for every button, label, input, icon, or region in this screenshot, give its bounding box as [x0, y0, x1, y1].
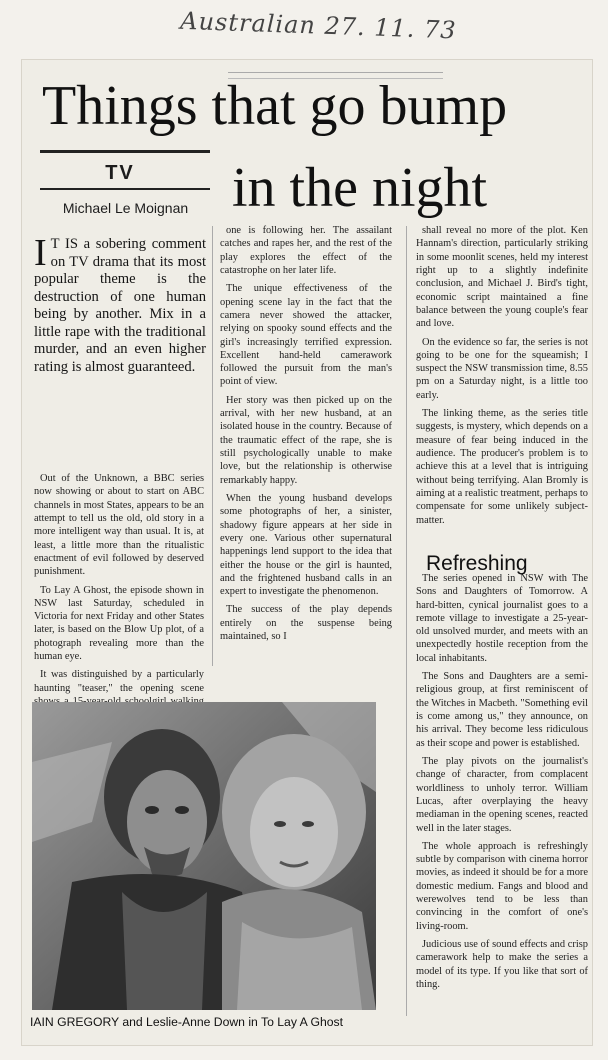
- paragraph: The series opened in NSW with The Sons and Daughters of Tomorrow. A hard-bitten, cynical journalist goes to a remote village to investigate a 25-year-old unsolved murder, and meets with an unexpectedly hostile reception from the local inhabitants.: [416, 572, 588, 664]
- paragraph: The whole approach is refreshingly subtle by comparison with cinema horror movies, as indeed it should be for a more domestic medium. Fangs and blood and werewolves tend to be less than convincing in the comfort of one's living-room.: [416, 840, 588, 932]
- lede-paragraph: [34, 232, 206, 462]
- paragraph: Her story was then picked up on the arrival, with her new husband, at an isolated house in the country. Because of the traumatic effect of the rape, she is still psychologically unable to make love, but the relationship is otherwise remarkably happy.: [220, 394, 392, 486]
- article-column-1: [34, 472, 204, 694]
- rule-mid: [40, 188, 210, 190]
- lede-text: T IS a sobering comment on TV drama that its most popular theme is the destruction of one human being by another. Mix in a little rape with the traditional murder, and an even higher rating is almost guaranteed.: [34, 236, 206, 375]
- paragraph: It was distinguished by a particularly haunting "teaser," the opening scene: [34, 669, 204, 694]
- headline-line-1: Things that go bump: [42, 75, 508, 137]
- article-photograph: [32, 702, 376, 1010]
- paragraph: one is following her. The assailant catches and rapes her, and the rest of the play explores the effect of the catastrophe on her later life.: [220, 225, 392, 276]
- column-divider-1: [212, 226, 213, 666]
- paragraph: shall reveal no more of the plot. Ken Hannam's direction, particularly striking in some moonlit scenes, held my interest right up to a slightly indefinite conclusion, and Michael J. Bird's tight, economic script maintained a fine balance between the young couple's fear and love.: [416, 225, 588, 330]
- headline-line-2: in the night: [232, 157, 488, 219]
- article-column-2: [220, 224, 392, 664]
- paragraph: Judicious use of sound effects and crisp camerawork help to make the series a model of its type. If you like that sort of thing.: [416, 939, 588, 990]
- paragraph: Out of the Unknown, a BBC series now showing or about to start on ABC channels in most States, appears to be an attempt to tell us the old, old story in a more intelligent way than usual. It is, at least, a little more than the ritualistic enactment of evil followed by deserved punishment.: [34, 473, 204, 578]
- paragraph: The linking theme, as the series title suggests, is mystery, which depends on a measure of fear being induced in the audience. The producer's problem is to achieve this at a level that is intriguing without being terrifying. Alan Bromly is aiming at a realistic treatment, perhaps to compensate for some unlikely subject-matter.: [416, 408, 588, 526]
- paragraph: On the evidence so far, the series is not going to be one for the squeamish; I suspect the NSW transmission time, 8.55 pm on a Saturday night, is a little too early.: [416, 336, 588, 401]
- paragraph: The Sons and Daughters are a semi-religious group, at first reminiscent of the Witches in Macbeth. "Something evil is come among us," they announce, on his arrival. They become less ridiculous as their scope and power is established.: [416, 671, 588, 749]
- section-label: TV: [105, 162, 135, 184]
- column-divider-2: [406, 226, 407, 1016]
- paragraph: The unique effectiveness of the opening scene lay in the fact that the camera never showed the attacker, relying on spooky sound effects and the girl's increasingly terrified expression. Excellent hand-held camerawork followed the pursuit from the man's point of view.: [220, 283, 392, 388]
- byline: Michael Le Moignan: [62, 200, 189, 216]
- article-column-3: [416, 224, 588, 1010]
- drop-cap: I: [34, 232, 47, 274]
- paragraph: To Lay A Ghost, the episode shown in NSW last Saturday, scheduled in Victoria for next Friday and other States later, is based on the Blow Up plot, of a photograph revealing more than the human eye.: [34, 584, 204, 663]
- photo-caption: IAIN GREGORY and Leslie-Anne Down in To Lay A Ghost: [30, 1015, 343, 1029]
- paragraph: The success of the play depends entirely on the suspense being maintained, so I: [220, 604, 392, 643]
- photo-illustration: [32, 702, 376, 1010]
- rule-top: [40, 150, 210, 153]
- handwritten-date-note: Australian 27. 11. 73: [179, 6, 458, 45]
- paragraph: The play pivots on the journalist's change of character, from complacent worldliness to unholy terror. William Lucas, after overplaying the heavy mediaman in the opening scenes, reacted well in the later stages.: [416, 755, 588, 834]
- subheading: Refreshing: [426, 552, 528, 575]
- paragraph: When the young husband develops some photographs of her, a sinister, shadowy figure appears at her side in every one. Various other supernatural happenings lend support to the idea that either the house or the girl is haunted, and the frightened husband calls in an expert to investigate the phenomenon.: [220, 492, 392, 598]
